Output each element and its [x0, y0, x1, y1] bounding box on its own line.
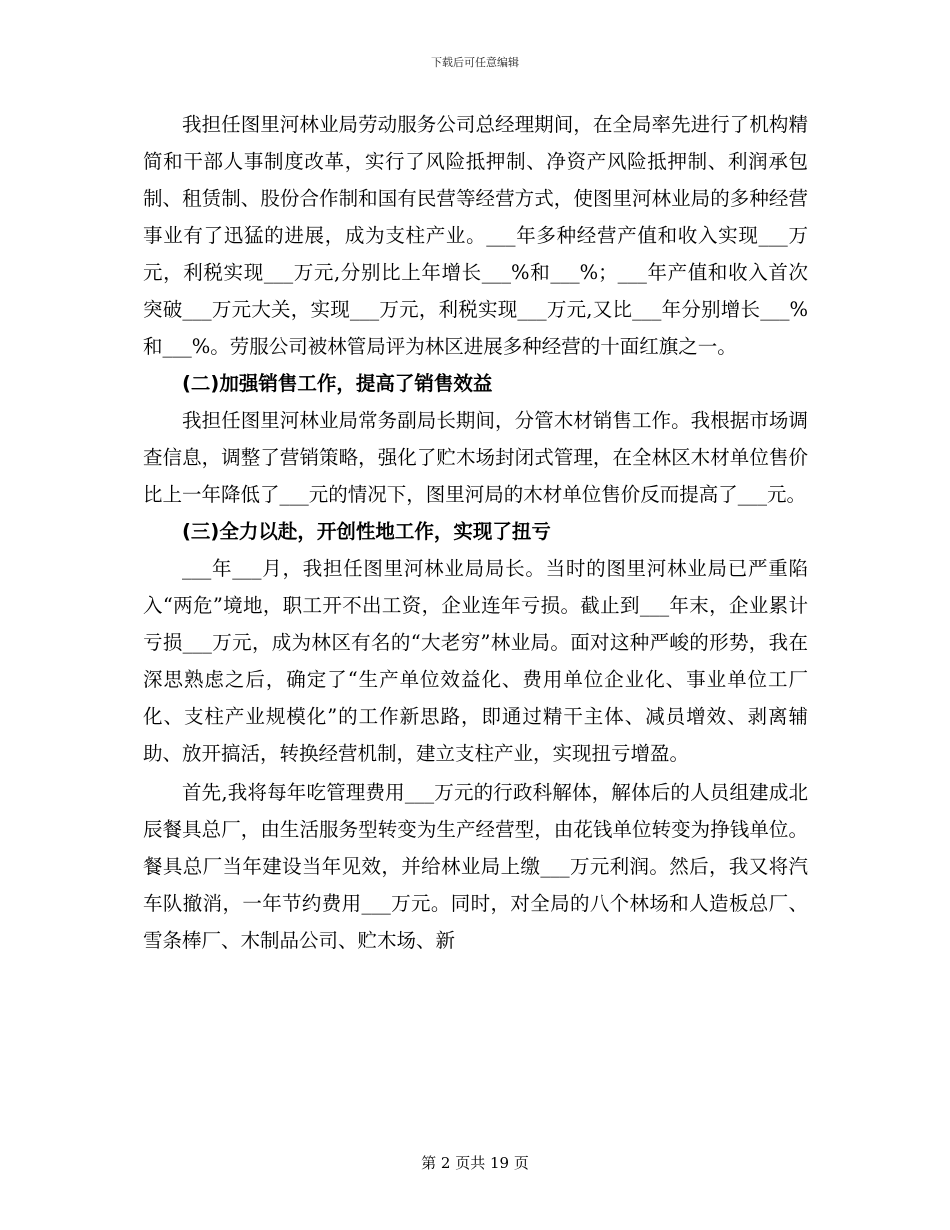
page-footer: 第 2 页共 19 页 — [421, 1154, 529, 1172]
body-paragraph: 首先,我将每年吃管理费用___万元的行政科解体，解体后的人员组建成北辰餐具总厂，由生活服务型转变为生产经营型，由花钱单位转变为挣钱单位。餐具总厂当年建设当年见效，并给林业局上缴___万元利润。然后，我又将汽车队撤消，一年节约费用___万元。同时，对全局的八个林场和人造板总厂、雪条棒厂、木制品公司、贮木场、新 — [143, 781, 808, 952]
body-paragraph: ___年___月，我担任图里河林业局局长。当时的图里河林业局已严重陷入“两危”境地，职工开不出工资，企业连年亏损。截止到___年末，企业累计亏损___万元，成为林区有名的“大老穷”林业局。面对这种严峻的形势，我在深思熟虑之后，确定了“生产单位效益化、费用单位企业化、事业单位工厂化、支柱产业规模化”的工作新思路，即通过精干主体、减员增效、剥离辅助、放开搞活，转换经营机制，建立支柱产业，实现扭亏增盈。 — [143, 557, 808, 765]
document-body — [143, 106, 808, 959]
page-header: 下载后可任意编辑 — [431, 56, 519, 69]
body-paragraph: 我担任图里河林业局常务副局长期间，分管木材销售工作。我根据市场调查信息，调整了营销策略，强化了贮木场封闭式管理，在全林区木材单位售价比上一年降低了___元的情况下，图里河局的木材单位售价反而提高了___元。 — [143, 409, 808, 506]
section-heading: (二)加强销售工作，提高了销售效益 — [182, 372, 493, 395]
section-heading: (三)全力以赴，开创性地工作，实现了扭亏 — [182, 520, 551, 543]
body-paragraph: 我担任图里河林业局劳动服务公司总经理期间，在全局率先进行了机构精简和干部人事制度改革，实行了风险抵押制、净资产风险抵押制、利润承包制、租赁制、股份合作制和国有民营等经营方式，使图里河林业局的多种经营事业有了迅猛的进展，成为支柱产业。___年多种经营产值和收入实现___万元，利税实现___万元,分别比上年增长___%和___%；___年产值和收入首次突破___万元大关，实现___万元，利税实现___万元,又比___年分别增长___%和___%。劳服公司被林管局评为林区进展多种经营的十面红旗之一。 — [143, 113, 808, 358]
